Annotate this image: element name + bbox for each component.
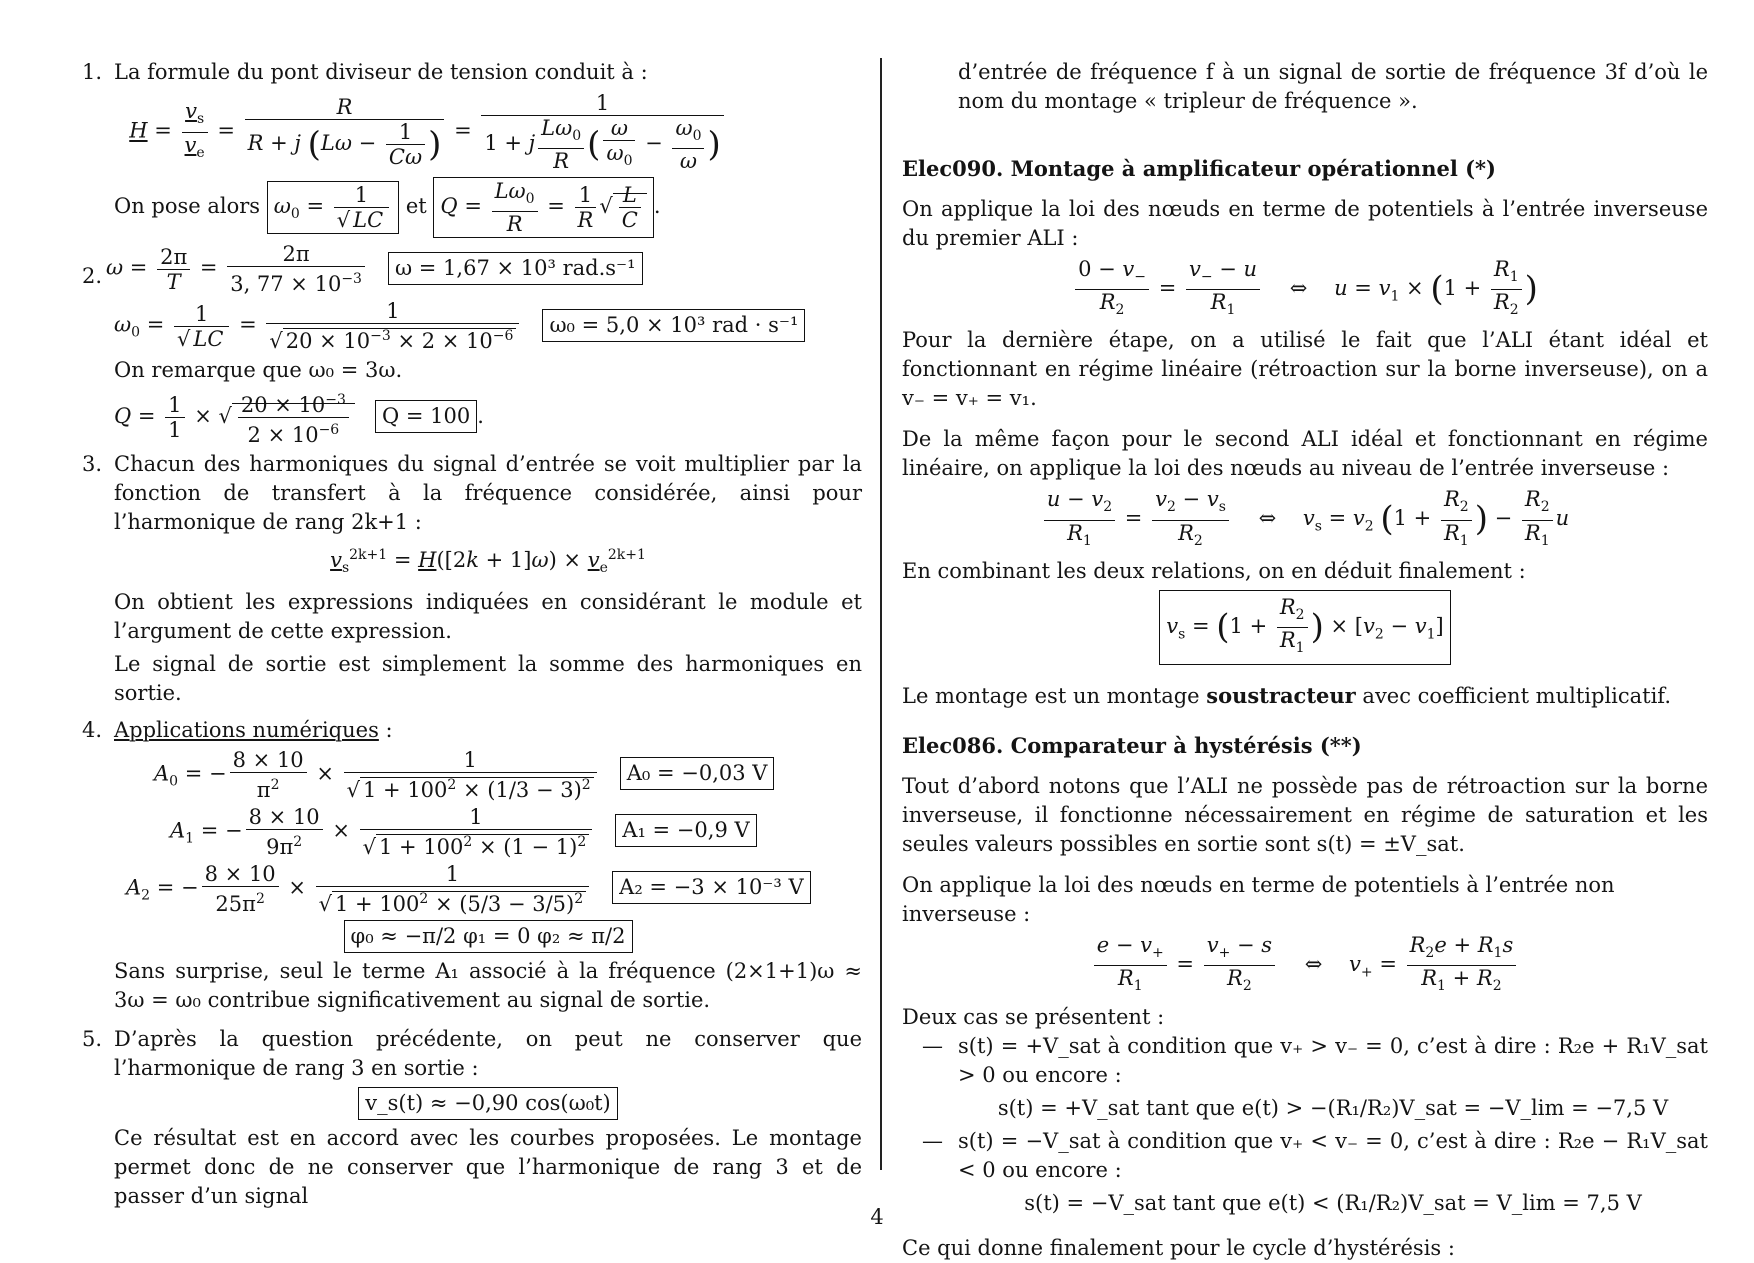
case-2-text: s(t) = −V_sat à condition que v₊ < v₋ = 0, c’est à dire : R₂e − R₁V_sat < 0 ou encore :	[958, 1128, 1708, 1182]
omega-calculation: ω = $\frac{2\pi}{T}$ = $\frac{2\pi}{3, 77 \times 10^{-3}}$ ω = 1,67 × 10³ rad.s⁻¹	[106, 242, 862, 296]
dash-bullet: —	[922, 1128, 943, 1153]
final-result-box: $v_s = (1$ + $\frac{R_2}{R_1}$ ) × $[v_2 - v_1]$	[1159, 590, 1450, 665]
continued-paragraph: d’entrée de fréquence f à un signal de sortie de fréquence 3f d’où le nom du montage « tripleur de fréquence ».	[958, 60, 1708, 113]
transfer-function-equation: H = $\frac{v_s}{v_e}$ = R R + j (Lω − $\frac{1}{C\omega}$ ) = 1 1 + j $\frac{L\omega_0}{R}$ ( $\frac{\omega}{\omega_0}$ − $\frac{\omega_0}{\omega}$ )	[0, 91, 862, 173]
case-1	[902, 1032, 1708, 1123]
noninverting-node-equation: $\frac{e - v_+}{R_1}$ = $\frac{v_+ - s}{R_2}$ ⇔ $v_+$ = $\frac{R_2e + R_1s}{R_1 + R_2}$	[902, 933, 1708, 998]
left-column	[82, 58, 862, 1211]
section-title-elec086: Elec086. Comparateur à hystérésis (**)	[902, 733, 1362, 759]
elec086-paragraph-1: Tout d’abord notons que l’ALI ne possède pas de rétroaction sur la borne inverseuse, il fonctionne nécessairement en régime de saturation et les seules valeurs possibles en sortie sont s(t) = ±V_sat.	[902, 774, 1708, 857]
elec090-paragraph-4: En combinant les deux relations, on en déduit finalement :	[902, 558, 1526, 583]
output-signal-box: v_s(t) ≈ −0,90 cos(ω₀t)	[358, 1087, 618, 1120]
output-signal-equation	[114, 1087, 862, 1120]
dash-bullet: —	[922, 1033, 943, 1058]
omega-remark: On remarque que ω₀ = 3ω.	[114, 358, 403, 383]
item-number: 5.	[82, 1026, 103, 1051]
omega0-calculation: $\omega_0$ = $\frac{1}{√ LC}$ = $\frac{1}{√ 20 \times 10^{-3} \times 2 \times 10^{-6}}$ ω₀ = 5,0 × 10³ rad · s⁻¹	[114, 299, 862, 353]
item-1	[82, 58, 862, 238]
item-5-paragraph-2: Ce résultat est en accord avec les courbes proposées. Le montage permet donc de ne conserver que l’harmonique de rang 3 et de passer d’un signal	[114, 1125, 862, 1208]
item-5	[82, 1025, 862, 1211]
section-title-elec090: Elec090. Montage à amplificateur opérationnel (*)	[902, 156, 1496, 181]
first-ali-equation: $\frac{0 - v_-}{R_2}$ = $\frac{v_- - u}{R_1}$ ⇔ $u = v_1 \times (1$ + $\frac{R_1}{R_2}$ )	[902, 257, 1708, 322]
case-2-equation: s(t) = −V_sat tant que e(t) < (R₁/R₂)V_sat = V_lim = 7,5 V	[1024, 1190, 1642, 1215]
column-divider	[880, 58, 882, 1170]
q-result-box: Q = 100	[375, 400, 477, 433]
final-result-equation	[902, 590, 1708, 665]
item-4: 4. Applications numériques : $A_0$ = − $\frac{8 \times 10}{\pi^2}$ × $\frac{1}{√ 1 + 100^2 \times (1/3 - 3)^2}$ A₀ = −0,03 V $A_1$ = − $\frac{8 \times 10}{9\pi^2}$ × $\frac{1}{√ 1 + 100^2 \times (1 - 1)^2}$ A₁ = −0,9 V $A_2$ = − $\frac{8 \times 10}{25\pi^2}$ × $\frac{1}{√ 1 + 100^2 \times (5/3 - 3/5)^2}$ A₂ = −3 × 10⁻³ V φ₀ ≈ −π/2 φ₁ = 0 φ₂ ≈ π/2 Sans surprise, seul le terme A₁ associé à la fréquence (2×1+1)ω ≈ 3ω = ω₀ contribue significativement au signal de sortie.	[82, 716, 862, 1015]
elec090-paragraph-5: Le montage est un montage soustracteur avec coefficient multiplicatif.	[902, 683, 1672, 709]
item-number: 2.	[82, 264, 103, 289]
item-number: 4.	[82, 717, 103, 742]
item-3	[82, 450, 862, 707]
a1-calculation: $A_1$ = − $\frac{8 \times 10}{9\pi^2}$ × $\frac{1}{√ 1 + 100^2 \times (1 - 1)^2}$ A₁ = −0,9 V	[170, 805, 862, 859]
numerical-applications-label: Applications numériques	[114, 717, 379, 742]
case-1-equation: s(t) = +V_sat tant que e(t) > −(R₁/R₂)V_sat = −V_lim = −7,5 V	[997, 1095, 1669, 1120]
right-column	[902, 58, 1708, 1263]
a2-result-box: A₂ = −3 × 10⁻³ V	[612, 871, 811, 904]
a2-calculation: $A_2$ = − $\frac{8 \times 10}{25\pi^2}$ × $\frac{1}{√ 1 + 100^2 \times (5/3 - 3/5)^2}$ A₂ = −3 × 10⁻³ V	[126, 862, 862, 916]
a0-result-box: A₀ = −0,03 V	[620, 757, 775, 790]
item-3-text: Chacun des harmoniques du signal d’entrée se voit multiplier par la fonction de transfert à la fréquence considérée, ainsi pour l’harmonique de rang 2k+1 :	[114, 452, 862, 535]
harmonic-equation: $v_s^{2k+1} = H([2k + 1]\omega) \times v_e^{2k+1}$	[330, 547, 646, 577]
omega0-result-box: ω₀ = 5,0 × 10³ rad · s⁻¹	[542, 309, 805, 342]
omega0-q-definitions: On pose alors $\omega_0$ = $\frac{1}{√ LC}$ et Q = $\frac{L\omega_0}{R}$ = $\frac{1}{R}$ √ $\frac{L}{C}$ .	[114, 179, 661, 237]
page-number: 4	[870, 1205, 884, 1229]
elec090-paragraph-2: Pour la dernière étape, on a utilisé le fait que l’ALI étant idéal et fonctionnant en régime linéaire (rétroaction sur la borne inverseuse), on a v₋ = v₊ = v₁.	[902, 328, 1708, 411]
elec090-paragraph-3: De la même façon pour le second ALI idéal et fonctionnant en régime linéaire, on applique la loi des nœuds au niveau de l’entrée inverseuse :	[902, 427, 1708, 481]
omega0-definition-box: $\omega_0$ = $\frac{1}{√ LC}$	[267, 181, 399, 234]
a0-calculation: $A_0$ = − $\frac{8 \times 10}{\pi^2}$ × $\frac{1}{√ 1 + 100^2 \times (1/3 - 3)^2}$ A₀ = −0,03 V	[154, 748, 862, 802]
case-1-text: s(t) = +V_sat à condition que v₊ > v₋ = 0, c’est à dire : R₂e + R₁V_sat > 0 ou encore :	[958, 1033, 1708, 1087]
a1-result-box: A₁ = −0,9 V	[615, 814, 756, 847]
elec086-final-paragraph: Ce qui donne finalement pour le cycle d’hystérésis :	[902, 1235, 1455, 1260]
item-3-paragraph-2: On obtient les expressions indiquées en considérant le module et l’argument de cette expression.	[114, 589, 862, 643]
item-2	[82, 242, 862, 447]
elec086-paragraph-3: Deux cas se présentent :	[902, 1004, 1165, 1029]
phase-results	[114, 920, 862, 953]
item-number: 3.	[82, 452, 103, 477]
item-5-text: D’après la question précédente, on peut ne conserver que l’harmonique de rang 3 en sortie :	[114, 1026, 862, 1080]
item-4-conclusion: Sans surprise, seul le terme A₁ associé à la fréquence (2×1+1)ω ≈ 3ω = ω₀ contribue significativement au signal de sortie.	[114, 958, 862, 1012]
q-definition-box: Q = $\frac{L\omega_0}{R}$ = $\frac{1}{R}$ √ $\frac{L}{C}$	[433, 177, 653, 238]
item-number: 1.	[82, 60, 103, 84]
phase-result-box: φ₀ ≈ −π/2 φ₁ = 0 φ₂ ≈ π/2	[344, 920, 633, 953]
elec086-paragraph-2: On applique la loi des nœuds en terme de potentiels à l’entrée non inverseuse :	[902, 873, 1615, 927]
elec090-paragraph-1: On applique la loi des nœuds en terme de potentiels à l’entrée inverseuse du premier ALI :	[902, 197, 1708, 250]
case-2	[902, 1127, 1708, 1218]
q-calculation: Q = $\frac{1}{1}$ × √ $\frac{20 \times 10^{-3}}{2 \times 10^{-6}}$ Q = 100 .	[114, 388, 862, 447]
item-1-intro: La formule du pont diviseur de tension conduit à :	[114, 60, 648, 84]
item-3-paragraph-3: Le signal de sortie est simplement la somme des harmoniques en sortie.	[114, 651, 862, 705]
omega-result-box: ω = 1,67 × 10³ rad.s⁻¹	[388, 252, 643, 285]
second-ali-equation: $\frac{u - v_2}{R_1}$ = $\frac{v_2 - v_s}{R_2}$ ⇔ $v_s = v_2$ (1 + $\frac{R_2}{R_1}$ ) − $\frac{R_2}{R_1}$ u	[902, 487, 1708, 552]
